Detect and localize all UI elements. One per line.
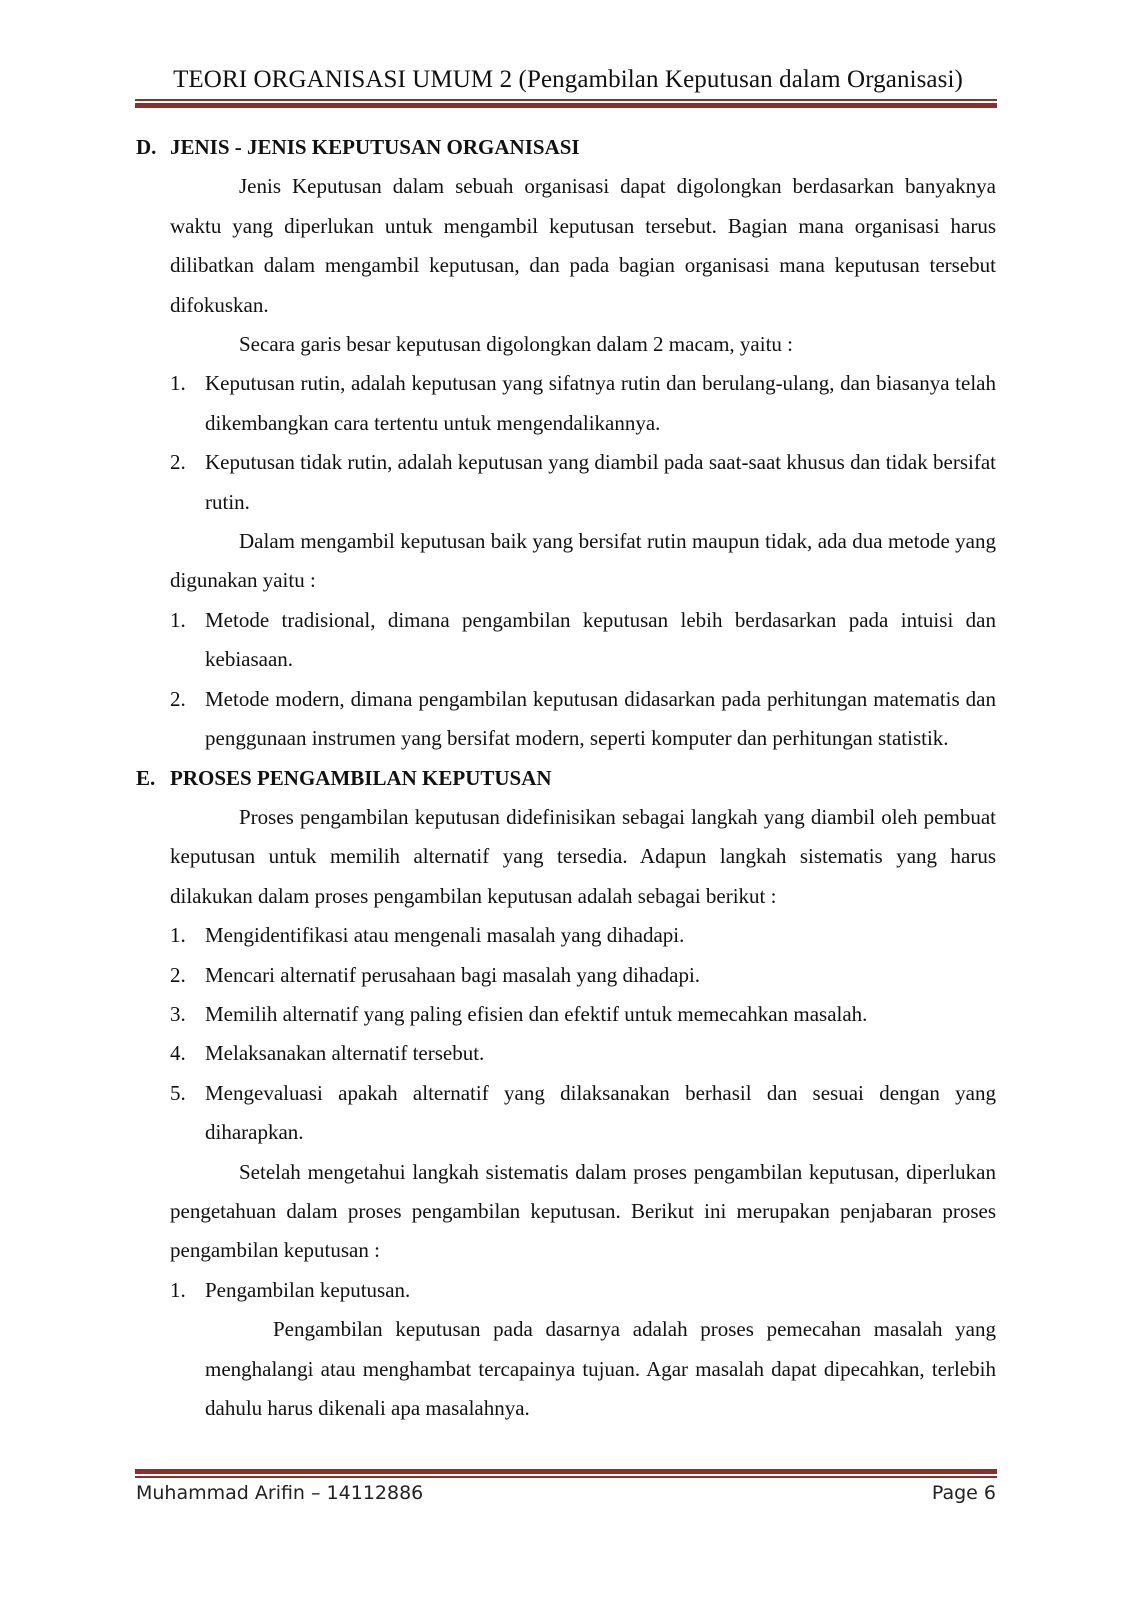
list-item: 2. Mencari alternatif perusahaan bagi masalah yang dihadapi.: [170, 962, 701, 987]
section-d-paragraph-2: Secara garis besar keputusan digolongkan dalam 2 macam, yaitu :: [239, 332, 793, 357]
section-e-paragraph-1: Proses pengambilan keputusan didefinisikan sebagai langkah yang diambil oleh pembuat keputusan untuk memilih alternatif yang tersedia. Adapun langkah sistematis yang harus dilakukan dalam proses pengambilan keputusan adalah sebagai berikut :: [170, 804, 996, 908]
section-d-paragraph-1: Jenis Keputusan dalam sebuah organisasi dapat digolongkan berdasarkan banyaknya waktu yang diperlukan untuk mengambil keputusan tersebut. Bagian mana organisasi harus dilibatkan dalam mengambil keputusan, dan pada bagian organisasi mana keputusan tersebut difokuskan.: [170, 174, 996, 317]
list-item: 1. Pengambilan keputusan.: [170, 1277, 411, 1302]
list-item: 3. Memilih alternatif yang paling efisien dan efektif untuk memecahkan masalah.: [170, 1001, 868, 1026]
page-footer: [136, 1482, 996, 1504]
list-item: 4. Melaksanakan alternatif tersebut.: [170, 1041, 485, 1066]
section-d-title: JENIS - JENIS KEPUTUSAN ORGANISASI: [170, 135, 580, 159]
footer-rule-thin: [135, 1476, 997, 1478]
header-rule-thin: [135, 99, 997, 101]
section-e-letter: E.: [136, 765, 156, 790]
section-d-letter: D.: [136, 135, 157, 159]
section-d-paragraph-3: Dalam mengambil keputusan baik yang bersifat rutin maupun tidak, ada dua metode yang digunakan yaitu :: [170, 529, 996, 593]
list-item: 5. Mengevaluasi apakah alternatif yang dilaksanakan berhasil dan sesuai dengan yang diharapkan.: [170, 1080, 996, 1145]
section-e-heading: [136, 759, 996, 798]
header-rule-thick: [135, 103, 997, 108]
footer-rule-thick: [135, 1469, 997, 1474]
section-e-paragraph-2: Setelah mengetahui langkah sistematis dalam proses pengambilan keputusan, diperlukan pengetahuan dalam proses pengambilan keputusan. Berikut ini merupakan penjabaran proses pengambilan keputusan :: [170, 1159, 996, 1263]
list-item: 1. Metode tradisional, dimana pengambilan keputusan lebih berdasarkan pada intuisi dan kebiasaan.: [170, 607, 996, 672]
page-number: Page 6: [931, 1482, 996, 1504]
page-content: [136, 128, 996, 1428]
section-e-title: PROSES PENGAMBILAN KEPUTUSAN: [170, 765, 552, 790]
footer-author: Muhammad Arifin – 14112886: [136, 1482, 424, 1504]
list-item: 2. Metode modern, dimana pengambilan keputusan didasarkan pada perhitungan matematis dan penggunaan instrumen yang bersifat modern, seperti komputer dan perhitungan statistik.: [170, 686, 996, 751]
list-item: 2. Keputusan tidak rutin, adalah keputusan yang diambil pada saat-saat khusus dan tidak bersifat rutin.: [170, 450, 996, 514]
header-title: TEORI ORGANISASI UMUM 2 (Pengambilan Keputusan dalam Organisasi): [173, 66, 963, 93]
list-item: 1. Keputusan rutin, adalah keputusan yang sifatnya rutin dan berulang-ulang, dan biasanya telah dikembangkan cara tertentu untuk mengendalikannya.: [170, 371, 996, 435]
section-e-sub-paragraph: Pengambilan keputusan pada dasarnya adalah proses pemecahan masalah yang menghalangi atau menghambat tercapainya tujuan. Agar masalah dapat dipecahkan, terlebih dahulu harus dikenali apa masalahnya.: [205, 1317, 996, 1420]
section-d-heading: [136, 128, 996, 167]
list-item: 1. Mengidentifikasi atau mengenali masalah yang dihadapi.: [170, 923, 685, 948]
